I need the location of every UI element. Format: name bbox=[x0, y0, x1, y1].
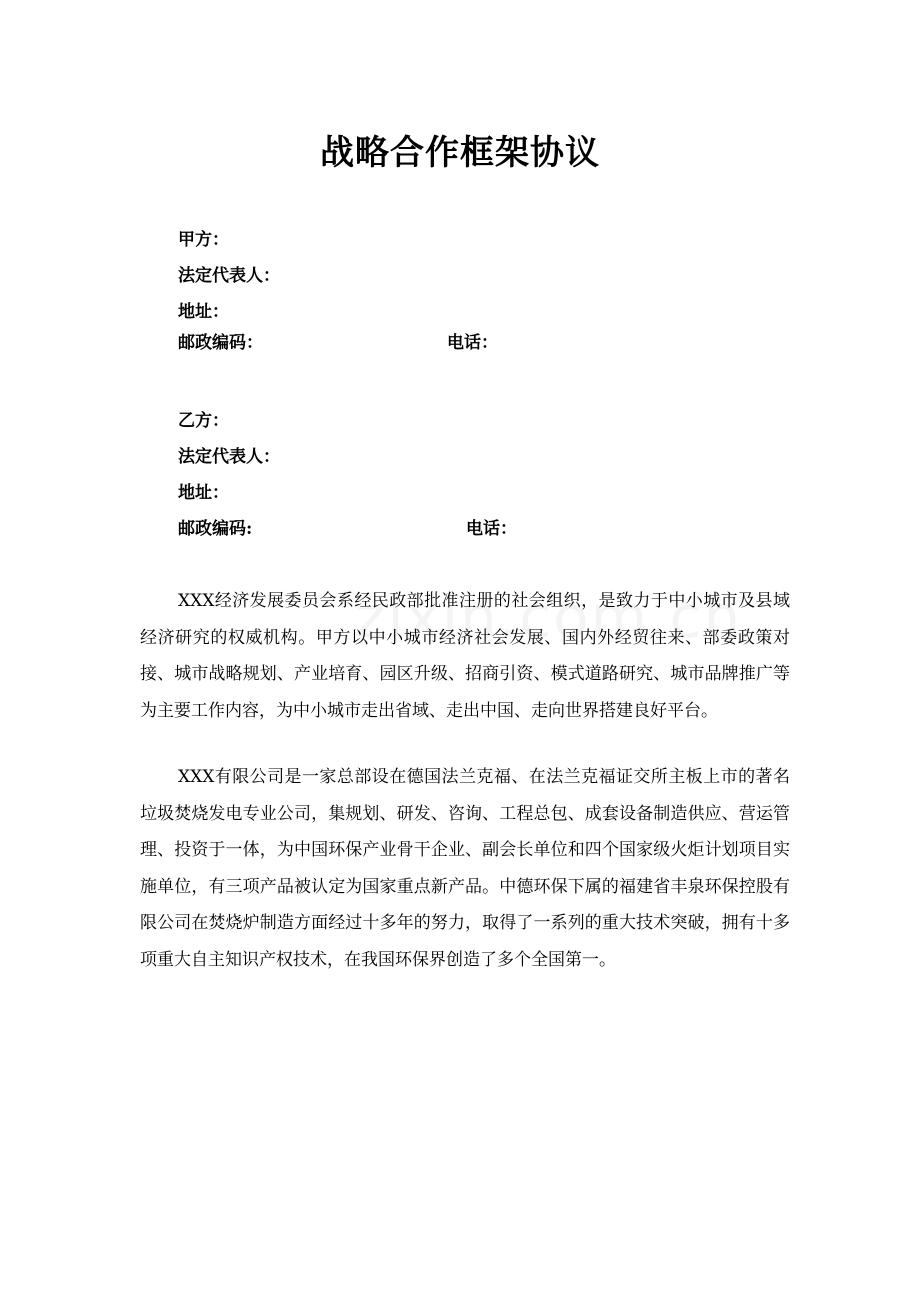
party-b-label: 乙方： bbox=[178, 411, 229, 431]
party-b-address-label: 地址： bbox=[178, 483, 229, 503]
party-b-phone-label: 电话： bbox=[466, 519, 517, 539]
party-a-postcode-label: 邮政编码： bbox=[178, 333, 263, 353]
party-a-representative-label: 法定代表人： bbox=[178, 266, 280, 286]
party-a-address-label: 地址： bbox=[178, 302, 229, 322]
party-a-label: 甲方： bbox=[178, 230, 229, 250]
party-b-postcode-label: 邮政编码: bbox=[178, 519, 253, 539]
page-title: 战略合作框架协议 bbox=[320, 133, 600, 173]
intro-paragraph-company: XXX有限公司是一家总部设在德国法兰克福、在法兰克福证交所主板上市的著名垃圾焚烧发电专业公司，集规划、研发、咨询、工程总包、成套设备制造供应、营运管理、投资于一体，为中国环保产业骨干企业、副会长单位和四个国家级火炬计划项目实施单位，有三项产品被认定为国家重点新产品。中德环保下属的福建省丰泉环保控股有限公司在焚烧炉制造方面经过十多年的努力，取得了一系列的重大技术突破，拥有十多项重大自主知识产权技术，在我国环保界创造了多个全国第一。 bbox=[140, 767, 790, 970]
party-a-phone-label: 电话： bbox=[447, 333, 498, 353]
party-b-representative-label: 法定代表人： bbox=[178, 447, 280, 467]
intro-paragraph-committee: XXX经济发展委员会系经民政部批准注册的社会组织，是致力于中小城市及县域经济研究的权威机构。甲方以中小城市经济社会发展、国内外经贸往来、部委政策对接、城市战略规划、产业培育、园区升级、招商引资、模式道路研究、城市品牌推广等为主要工作内容，为中小城市走出省域、走出中国、走向世界搭建良好平台。 bbox=[140, 591, 790, 721]
